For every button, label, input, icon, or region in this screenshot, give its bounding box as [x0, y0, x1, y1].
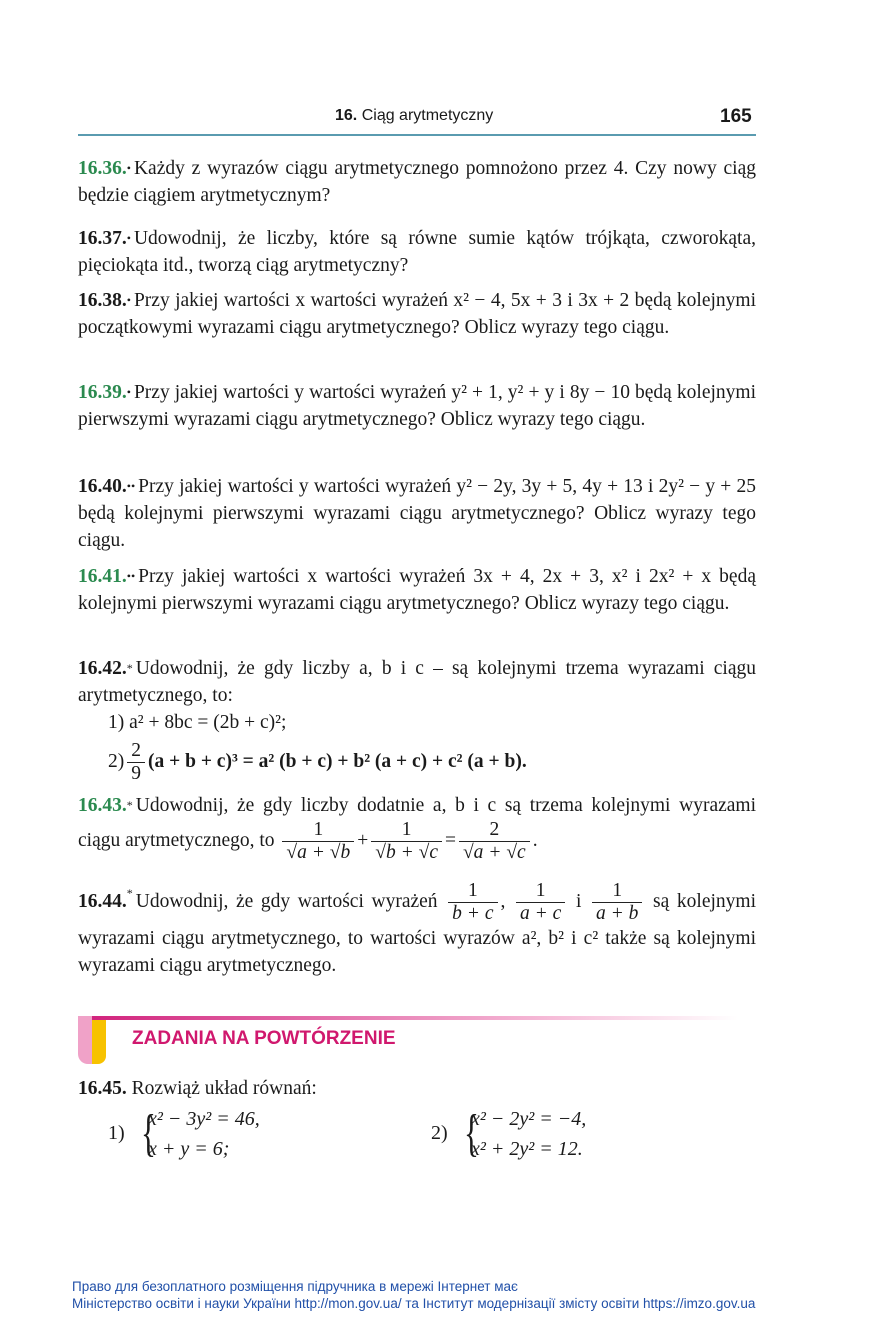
problem-text: Rozwiąż układ równań: [131, 1078, 317, 1099]
fraction [516, 880, 565, 925]
section-title: ZADANIA NA POWTÓRZENIE [132, 1028, 396, 1049]
equation: x + y = 6; [148, 1138, 230, 1160]
footer-notice [72, 1278, 755, 1312]
difficulty-mark: •• [126, 479, 136, 493]
problem-number: 16.36. [78, 158, 127, 179]
denominator: a + b [592, 902, 642, 925]
problem-16-37 [78, 225, 756, 279]
numerator: 1 [313, 819, 324, 840]
section-tab-yellow [92, 1020, 106, 1064]
numerator: 1 [535, 880, 546, 901]
fraction [592, 880, 642, 925]
problem-16-40 [78, 473, 756, 554]
subitem-label: 2) [108, 750, 125, 772]
numerator: 1 [401, 819, 412, 840]
denominator: √a + √c [459, 841, 530, 864]
fraction [127, 740, 145, 785]
difficulty-mark: * [126, 661, 133, 675]
equation: x² + 2y² = 12. [471, 1138, 583, 1160]
problem-text: Przy jakiej wartości x wartości wyrażeń x² − 4, 5x + 3 i 3x + 2 będą kolejnymi początkowymi wyrazami ciągu arytmetycznego? Oblicz wyrazy tego ciągu. [78, 290, 756, 338]
difficulty-mark: * [126, 798, 133, 812]
numerator: 2 [489, 819, 500, 840]
denominator: 9 [127, 762, 145, 785]
numerator: 1 [612, 880, 623, 901]
problem-text: Przy jakiej wartości x wartości wyrażeń 3x + 4, 2x + 3, x² i 2x² + x będą kolejnymi pierwszymi wyrazami ciągu arytmetycznego? Oblicz wyrazy tego ciągu. [78, 566, 756, 614]
problem-16-43 [78, 792, 756, 864]
fraction [459, 819, 530, 864]
system-label: 2) [431, 1122, 448, 1144]
problem-number: 16.41. [78, 566, 127, 587]
section-tab-pink [78, 1016, 92, 1064]
difficulty-mark: • [126, 161, 131, 175]
problem-16-36 [78, 155, 756, 209]
problem-16-41 [78, 563, 756, 617]
subitem-formula: (a + b + c)³ = a² (b + c) + b² (a + c) + c² (a + b). [148, 750, 527, 772]
denominator: √b + √c [371, 841, 442, 864]
difficulty-mark: • [126, 293, 131, 307]
problem-16-39 [78, 379, 756, 433]
difficulty-mark: • [126, 231, 131, 245]
brace: { [140, 1105, 156, 1162]
chapter-number: 16. [335, 107, 358, 124]
problem-number: 16.38. [78, 290, 127, 311]
problem-number: 16.44. [78, 890, 127, 912]
problem-text: Przy jakiej wartości y wartości wyrażeń y² + 1, y² + y i 8y − 10 będą kolejnymi pierwszymi wyrazami ciągu arytmetycznego? Oblicz wyrazy tego ciągu. [78, 382, 756, 430]
chapter-name: Ciąg arytmetyczny [361, 107, 494, 124]
numerator: 1 [467, 880, 478, 901]
problem-number: 16.45. [78, 1078, 127, 1099]
operator: + [357, 829, 369, 851]
fraction [448, 880, 497, 925]
problem-text: Udowodnij, że gdy wartości wyrażeń [135, 890, 438, 912]
problem-text-continued: są kolejnymi wyrazami ciągu arytmetycznego, to wartości wyrazów a², b² i c² także są kolejnymi wyrazami ciągu arytmetycznego. [78, 890, 756, 976]
chapter-title [335, 107, 493, 125]
problem-16-45 [78, 1075, 756, 1102]
problem-number: 16.40. [78, 476, 127, 497]
problem-text: Przy jakiej wartości y wartości wyrażeń y² − 2y, 3y + 5, 4y + 13 i 2y² − y + 25 będą kolejnymi pierwszymi wyrazami ciągu arytmetycznego? Oblicz wyrazy tego ciągu. [78, 476, 756, 551]
difficulty-mark: * [126, 886, 133, 900]
system-label: 1) [108, 1122, 125, 1144]
problem-text: Udowodnij, że gdy liczby dodatnie a, b i c są trzema kolejnymi wyrazami ciągu arytmetycznego, to [78, 795, 756, 851]
fraction [282, 819, 354, 864]
problem-text: Udowodnij, że liczby, które są równe sumie kątów trójkąta, czworokąta, pięciokąta itd., tworzą ciąg arytmetyczny? [78, 228, 756, 276]
subitem-2 [78, 740, 756, 785]
problem-number: 16.37. [78, 228, 127, 249]
problem-number: 16.43. [78, 795, 127, 816]
separator: , [500, 890, 506, 912]
problem-16-44 [78, 880, 756, 979]
subitem-1: 1) a² + 8bc = (2b + c)²; [108, 712, 287, 733]
difficulty-mark: • [126, 385, 131, 399]
page-number: 165 [720, 106, 752, 127]
problem-number: 16.42. [78, 658, 127, 679]
denominator: b + c [448, 902, 497, 925]
equation: x² − 2y² = −4, [471, 1108, 587, 1130]
numerator: 2 [131, 740, 141, 761]
footer-line: Право для безоплатного розміщення підручника в мережі Інтернет має [72, 1279, 518, 1294]
operator: = [444, 829, 456, 851]
header-rule [78, 134, 756, 136]
operator: . [532, 829, 538, 851]
footer-line: Міністерство освіти і науки України http://mon.gov.ua/ та Інститут модернізації змісту освіти https://imzo.gov.ua [72, 1296, 756, 1311]
fraction [371, 819, 442, 864]
section-rule [78, 1016, 738, 1020]
brace: { [463, 1105, 479, 1162]
problem-16-38 [78, 287, 756, 341]
problem-number: 16.39. [78, 382, 127, 403]
problem-text: Udowodnij, że gdy liczby a, b i c – są kolejnymi trzema wyrazami ciągu arytmetycznego, to: [78, 658, 756, 706]
denominator: a + c [516, 902, 565, 925]
section-header [78, 1016, 738, 1064]
equation: x² − 3y² = 46, [148, 1108, 260, 1130]
difficulty-mark: •• [126, 569, 136, 583]
conjunction: i [575, 890, 582, 912]
problem-16-42 [78, 655, 756, 785]
problem-text: Każdy z wyrazów ciągu arytmetycznego pomnożono przez 4. Czy nowy ciąg będzie ciągiem arytmetycznym? [78, 158, 756, 206]
denominator: √a + √b [282, 841, 354, 864]
